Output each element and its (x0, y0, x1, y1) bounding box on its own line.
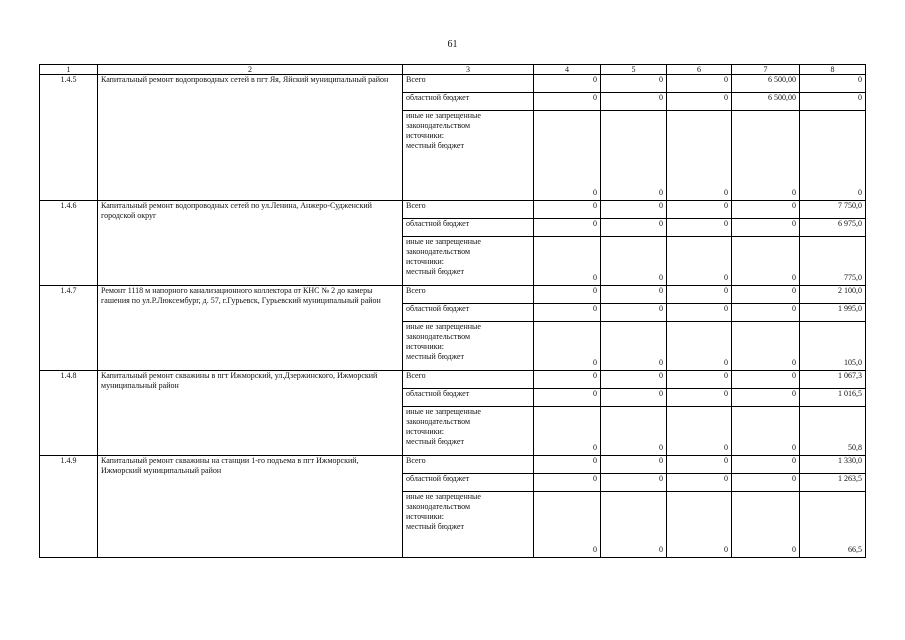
value-cell: 0 (601, 456, 667, 474)
value-cell: 0 (800, 75, 866, 93)
value-cell: 0 (667, 304, 732, 322)
funding-source-line: законодательством (406, 247, 471, 256)
value-cell: 0 (732, 201, 800, 219)
value-cell: 0 (601, 201, 667, 219)
value-cell: 0 (667, 322, 732, 371)
value-cell: 0 (601, 219, 667, 237)
value-cell: 0 (667, 111, 732, 201)
value-cell: 0 (534, 237, 601, 286)
value-cell: 7 750,0 (800, 201, 866, 219)
value-cell: 0 (667, 75, 732, 93)
item-name: Капитальный ремонт водопроводных сетей в пгт Яя, Яйский муниципальный район (98, 75, 403, 201)
value-cell: 0 (732, 237, 800, 286)
value-cell: 0 (534, 389, 601, 407)
table-body (40, 65, 866, 558)
funding-source: Всего (403, 201, 534, 219)
header-cell: 8 (800, 65, 866, 75)
funding-source-line: местный бюджет (406, 437, 464, 446)
value-cell: 1 263,5 (800, 474, 866, 492)
value-cell: 105,0 (800, 322, 866, 371)
value-cell: 0 (601, 304, 667, 322)
value-cell: 0 (601, 492, 667, 558)
funding-source: областной бюджет (403, 304, 534, 322)
value-cell: 0 (534, 456, 601, 474)
funding-source: Всего (403, 286, 534, 304)
value-cell: 6 500,00 (732, 93, 800, 111)
header-cell: 3 (403, 65, 534, 75)
table-row (40, 286, 866, 304)
value-cell: 0 (667, 219, 732, 237)
value-cell: 0 (601, 322, 667, 371)
funding-source (403, 492, 534, 558)
value-cell: 1 330,0 (800, 456, 866, 474)
value-cell: 0 (732, 322, 800, 371)
value-cell: 1 016,5 (800, 389, 866, 407)
funding-source-line: законодательством (406, 121, 471, 130)
funding-source-line: иные не запрещенные (406, 407, 481, 416)
funding-source-line: законодательством (406, 502, 471, 511)
funding-source-line: местный бюджет (406, 522, 464, 531)
value-cell: 2 100,0 (800, 286, 866, 304)
item-code: 1.4.9 (40, 456, 98, 558)
budget-table (39, 64, 866, 558)
funding-source: областной бюджет (403, 389, 534, 407)
value-cell: 0 (534, 304, 601, 322)
header-cell: 4 (534, 65, 601, 75)
page-number: 61 (447, 39, 458, 50)
value-cell: 0 (601, 237, 667, 286)
value-cell: 0 (667, 93, 732, 111)
value-cell: 0 (601, 474, 667, 492)
value-cell: 0 (601, 407, 667, 456)
value-cell: 0 (667, 371, 732, 389)
table-row (40, 456, 866, 474)
header-cell: 7 (732, 65, 800, 75)
value-cell: 0 (667, 456, 732, 474)
value-cell: 0 (534, 286, 601, 304)
funding-source (403, 237, 534, 286)
value-cell: 0 (601, 389, 667, 407)
funding-source-line: иные не запрещенные (406, 111, 481, 120)
value-cell: 0 (800, 111, 866, 201)
value-cell: 0 (534, 371, 601, 389)
funding-source-line: иные не запрещенные (406, 492, 481, 501)
funding-source-line: законодательством (406, 417, 471, 426)
value-cell: 0 (601, 286, 667, 304)
value-cell: 0 (534, 322, 601, 371)
value-cell: 0 (667, 407, 732, 456)
value-cell: 0 (667, 389, 732, 407)
funding-source-line: источники: (406, 427, 444, 436)
value-cell: 0 (800, 93, 866, 111)
funding-source-line: законодательством (406, 332, 471, 341)
value-cell: 1 995,0 (800, 304, 866, 322)
value-cell: 0 (534, 492, 601, 558)
funding-source-line: источники: (406, 342, 444, 351)
value-cell: 0 (534, 201, 601, 219)
value-cell: 66,5 (800, 492, 866, 558)
value-cell: 0 (732, 111, 800, 201)
table-row (40, 75, 866, 93)
value-cell: 0 (732, 371, 800, 389)
item-name: Капитальный ремонт водопроводных сетей по ул.Ленина, Анжеро-Судженский городской округ (98, 201, 403, 286)
value-cell: 0 (667, 474, 732, 492)
funding-source: Всего (403, 75, 534, 93)
item-code: 1.4.6 (40, 201, 98, 286)
value-cell: 0 (732, 389, 800, 407)
value-cell: 0 (601, 371, 667, 389)
value-cell: 0 (534, 93, 601, 111)
value-cell: 1 067,3 (800, 371, 866, 389)
value-cell: 0 (534, 407, 601, 456)
value-cell: 6 500,00 (732, 75, 800, 93)
funding-source: Всего (403, 456, 534, 474)
value-cell: 0 (601, 111, 667, 201)
header-cell: 2 (98, 65, 403, 75)
funding-source: областной бюджет (403, 219, 534, 237)
value-cell: 0 (732, 219, 800, 237)
value-cell: 0 (667, 201, 732, 219)
header-cell: 1 (40, 65, 98, 75)
funding-source-line: источники: (406, 257, 444, 266)
value-cell: 0 (534, 474, 601, 492)
funding-source (403, 322, 534, 371)
funding-source-line: иные не запрещенные (406, 237, 481, 246)
funding-source (403, 407, 534, 456)
funding-source-line: источники: (406, 131, 444, 140)
table-row (40, 371, 866, 389)
value-cell: 0 (732, 407, 800, 456)
funding-source: областной бюджет (403, 474, 534, 492)
value-cell: 0 (534, 75, 601, 93)
value-cell: 0 (732, 474, 800, 492)
value-cell: 0 (667, 286, 732, 304)
value-cell: 0 (732, 286, 800, 304)
value-cell: 0 (667, 237, 732, 286)
item-code: 1.4.8 (40, 371, 98, 456)
funding-source: Всего (403, 371, 534, 389)
funding-source-line: источники: (406, 512, 444, 521)
item-code: 1.4.5 (40, 75, 98, 201)
value-cell: 0 (601, 93, 667, 111)
funding-source-line: местный бюджет (406, 141, 464, 150)
value-cell: 0 (732, 304, 800, 322)
value-cell: 0 (534, 111, 601, 201)
value-cell: 0 (601, 75, 667, 93)
funding-source: областной бюджет (403, 93, 534, 111)
value-cell: 0 (534, 219, 601, 237)
funding-source-line: иные не запрещенные (406, 322, 481, 331)
header-cell: 5 (601, 65, 667, 75)
item-name: Капитальный ремонт скважины в пгт Ижморский, ул.Дзержинского, Ижморский муниципальный район (98, 371, 403, 456)
item-code: 1.4.7 (40, 286, 98, 371)
funding-source (403, 111, 534, 201)
item-name: Ремонт 1118 м напорного канализационного коллектора от КНС № 2 до камеры гашения по ул.Р.Люксембург, д. 57, г.Гурьевск, Гурьевский муниципальный район (98, 286, 403, 371)
value-cell: 0 (732, 456, 800, 474)
header-cell: 6 (667, 65, 732, 75)
table-row (40, 201, 866, 219)
value-cell: 50,8 (800, 407, 866, 456)
value-cell: 6 975,0 (800, 219, 866, 237)
value-cell: 0 (732, 492, 800, 558)
header-row (40, 65, 866, 75)
item-name: Капитальный ремонт скважины на станции 1-го подъема в пгт Ижморский, Ижморский муниципальный район (98, 456, 403, 558)
value-cell: 0 (667, 492, 732, 558)
funding-source-line: местный бюджет (406, 267, 464, 276)
value-cell: 775,0 (800, 237, 866, 286)
funding-source-line: местный бюджет (406, 352, 464, 361)
